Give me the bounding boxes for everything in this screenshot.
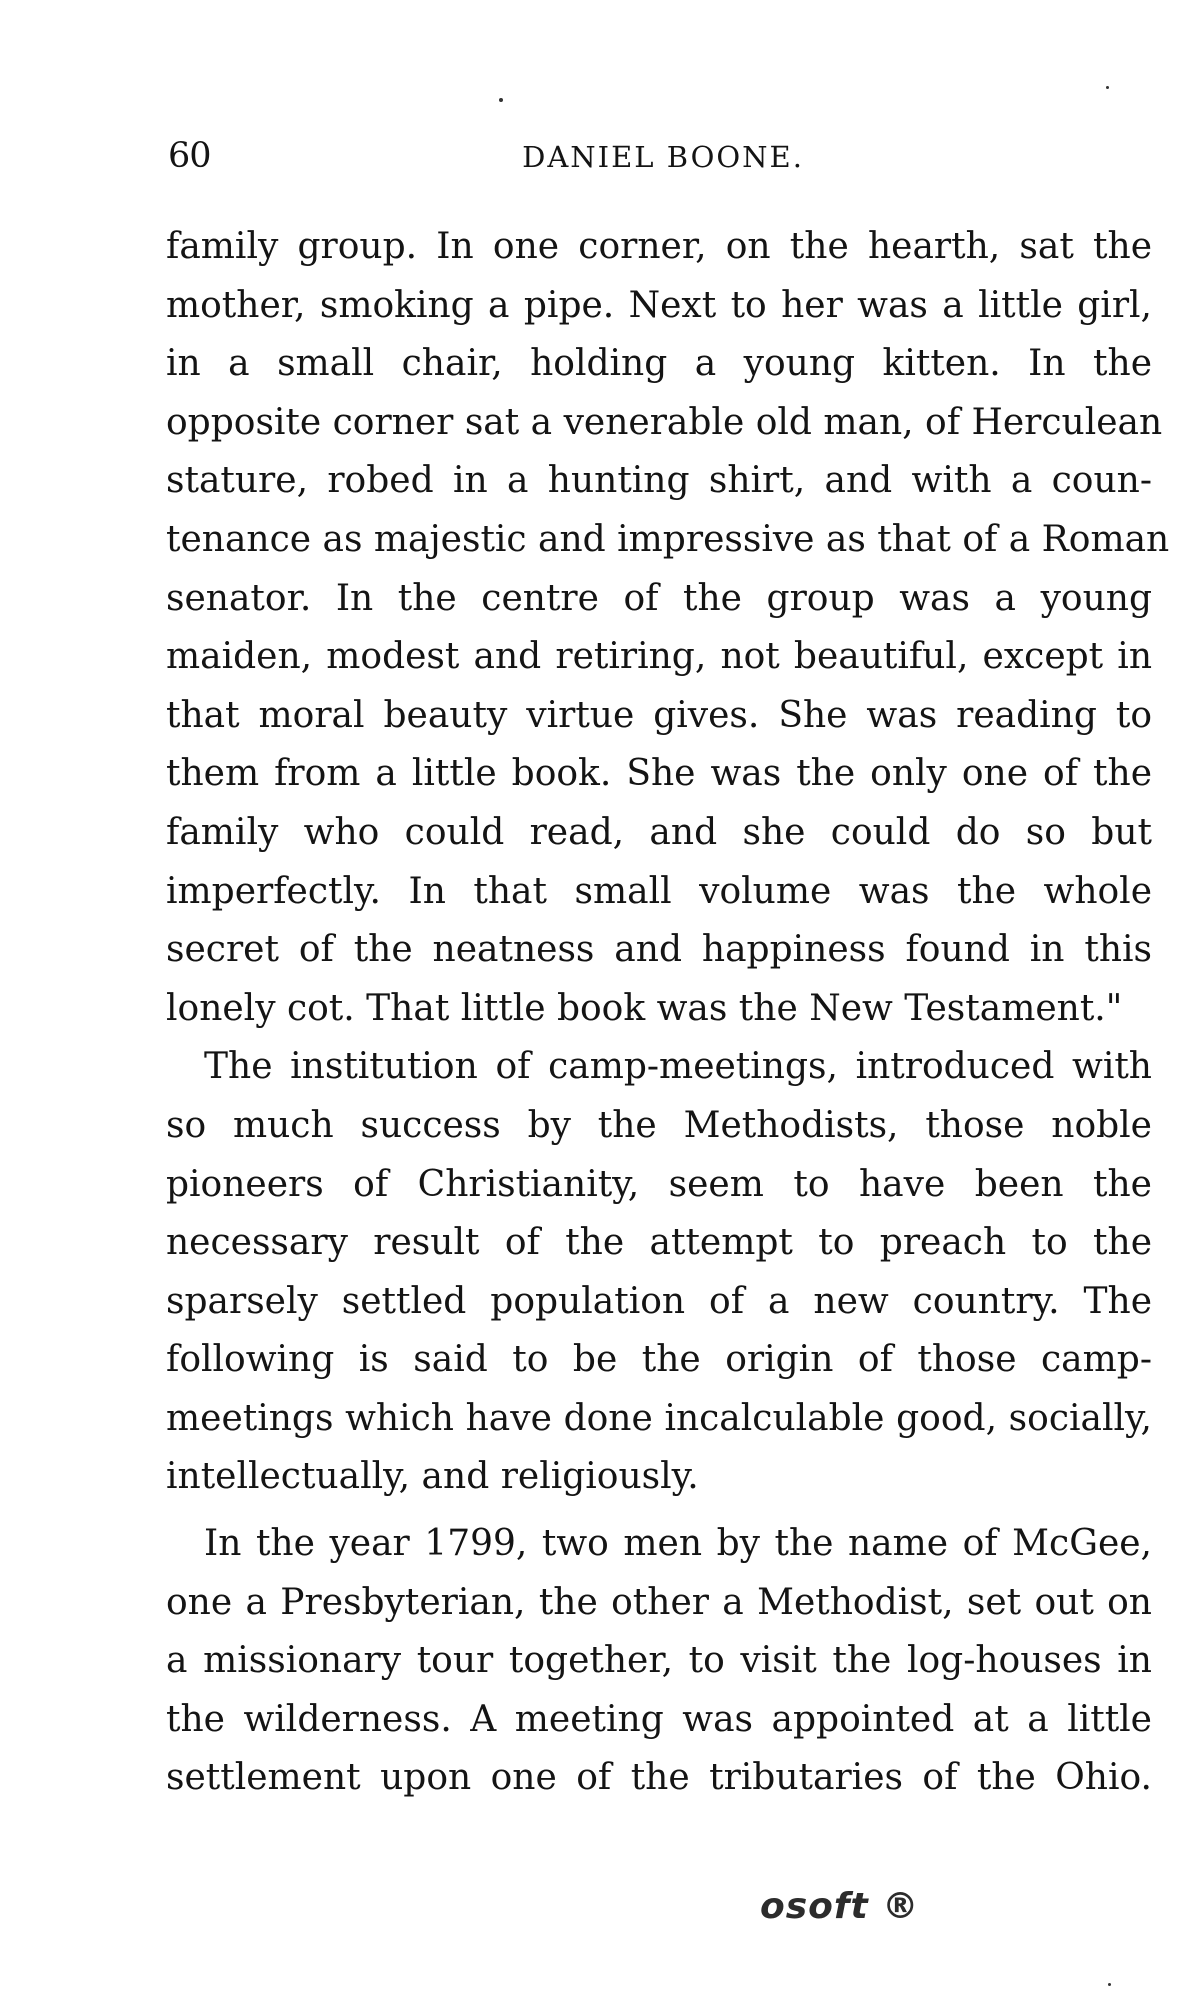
text-line: tenance as majestic and impressive as that of a Roman bbox=[166, 518, 1170, 560]
text-line: senator. In the centre of the group was a young bbox=[166, 577, 1152, 619]
text-line: secret of the neatness and happiness found in this bbox=[166, 929, 1152, 971]
text-line: necessary result of the attempt to preach to the bbox=[166, 1222, 1152, 1264]
text-line: In the year 1799, two men by the name of McGee, bbox=[204, 1523, 1152, 1565]
text-line: imperfectly. In that small volume was the whole bbox=[166, 870, 1152, 912]
paragraph-family-group bbox=[166, 218, 1170, 1038]
text-line: in a small chair, holding a young kitten. In the bbox=[166, 343, 1152, 385]
text-line: family group. In one corner, on the hearth, sat the bbox=[166, 226, 1152, 267]
ink-speck bbox=[499, 98, 503, 102]
paragraph-camp-meetings bbox=[166, 1038, 1152, 1507]
text-line: intellectually, and religiously. bbox=[166, 1456, 699, 1498]
text-line: sparsely settled population of a new country. The bbox=[166, 1280, 1152, 1322]
text-line: The institution of camp-meetings, introduced with bbox=[204, 1046, 1152, 1088]
text-line: mother, smoking a pipe. Next to her was a little girl, bbox=[166, 284, 1152, 326]
text-line: a missionary tour together, to visit the log-houses in bbox=[166, 1640, 1152, 1682]
text-line: the wilderness. A meeting was appointed at a little bbox=[166, 1698, 1152, 1740]
page-header bbox=[168, 136, 1158, 184]
text-line: that moral beauty virtue gives. She was reading to bbox=[166, 694, 1152, 736]
page-number: 60 bbox=[168, 136, 211, 176]
text-line: following is said to be the origin of those camp- bbox=[166, 1339, 1152, 1381]
text-line: pioneers of Christianity, seem to have been the bbox=[166, 1163, 1152, 1205]
text-line: lonely cot. That little book was the New Testament." bbox=[166, 987, 1123, 1029]
text-line: settlement upon one of the tributaries of the Ohio. bbox=[166, 1757, 1152, 1799]
text-line: stature, robed in a hunting shirt, and with a coun- bbox=[166, 460, 1152, 502]
text-line: family who could read, and she could do so but bbox=[166, 811, 1152, 853]
paragraph-mcgee bbox=[166, 1515, 1152, 1808]
text-line: meetings which have done incalculable good, socially, bbox=[166, 1397, 1152, 1439]
digitizer-watermark: osoft ® bbox=[760, 1886, 920, 1927]
running-title: DANIEL BOONE. bbox=[522, 140, 804, 174]
ink-speck bbox=[1108, 1983, 1111, 1986]
text-line: them from a little book. She was the only one of the bbox=[166, 753, 1152, 795]
text-line: so much success by the Methodists, those noble bbox=[166, 1104, 1152, 1146]
text-line: one a Presbyterian, the other a Methodist, set out on bbox=[166, 1581, 1152, 1623]
body-text bbox=[166, 218, 1170, 1808]
ink-speck bbox=[1106, 86, 1109, 89]
text-line: maiden, modest and retiring, not beautiful, except in bbox=[166, 636, 1152, 678]
text-line: opposite corner sat a venerable old man, of Herculean bbox=[166, 401, 1163, 443]
